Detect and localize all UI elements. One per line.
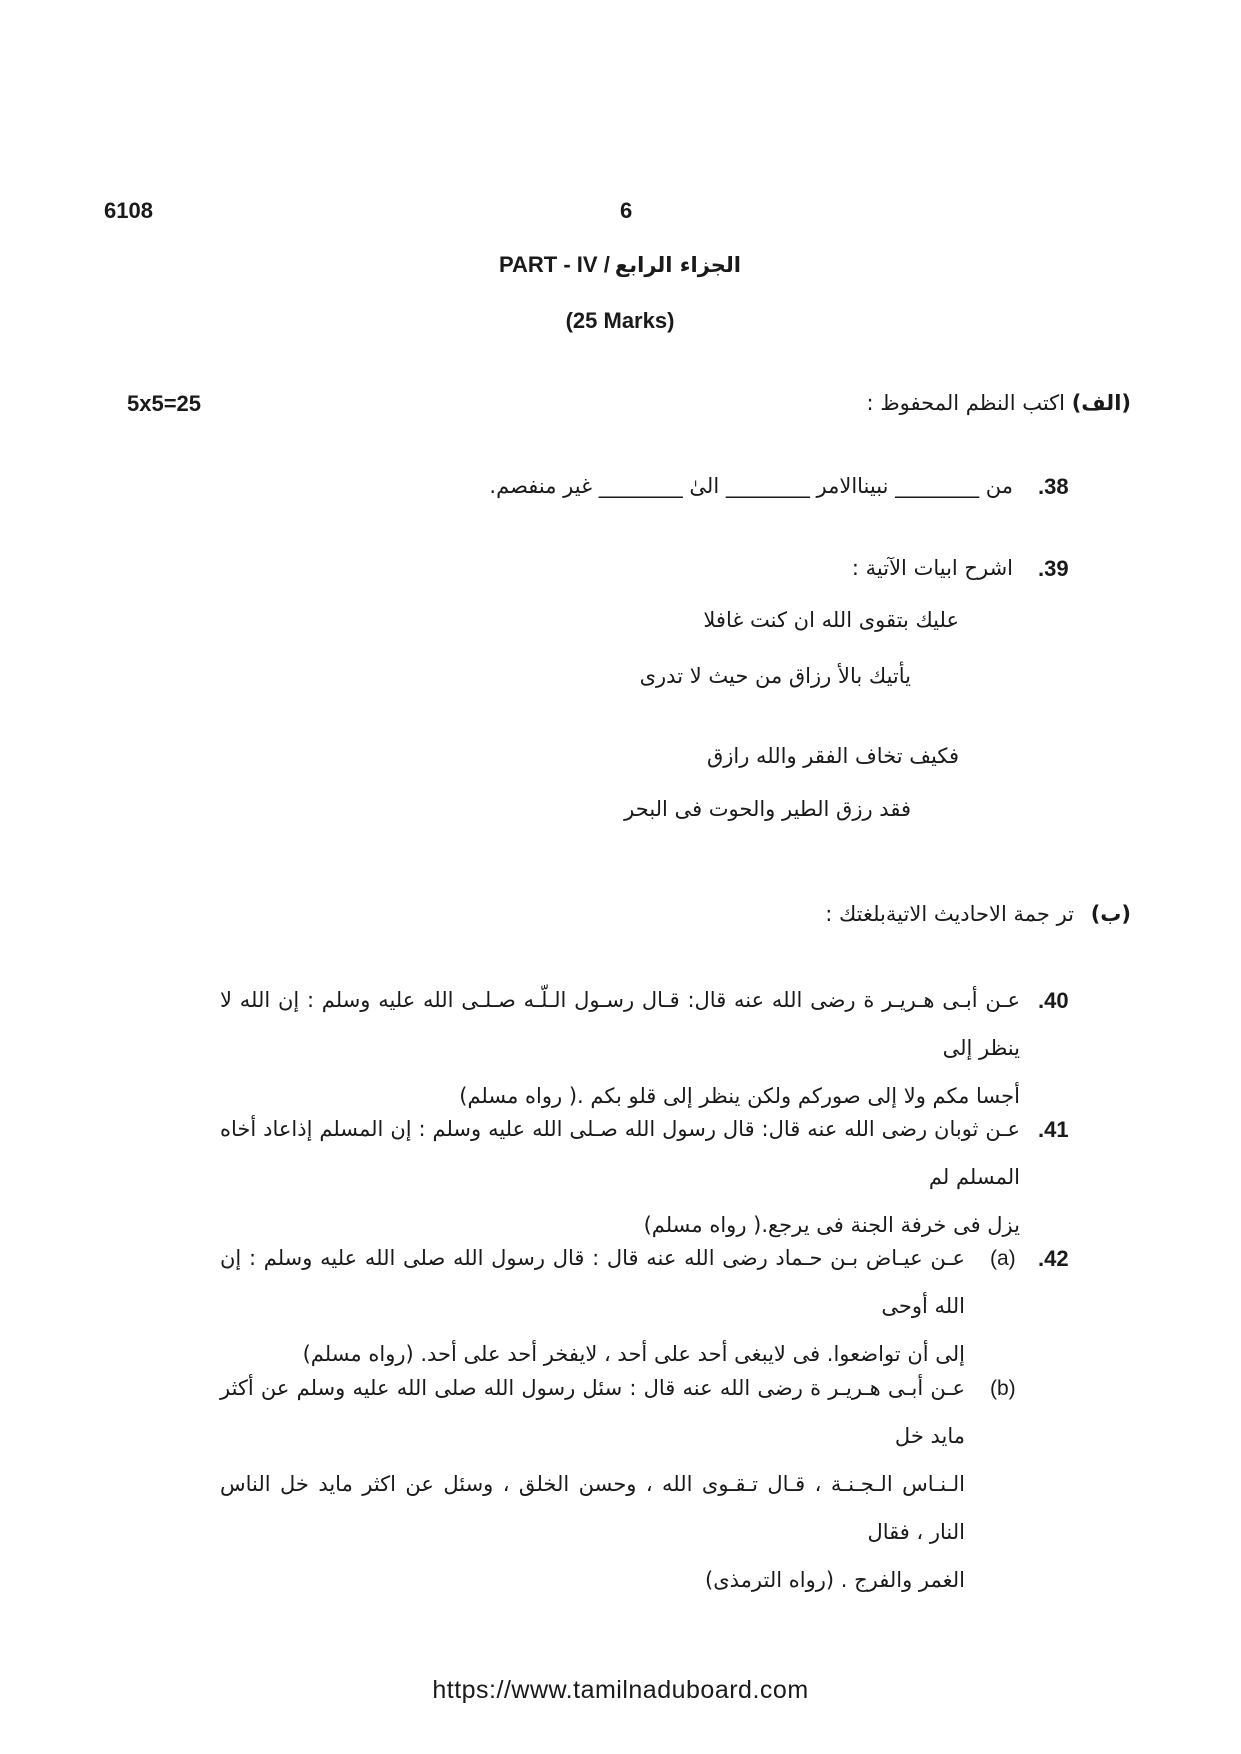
verse-line-3: فكيف تخاف الفقر والله رازق [706, 744, 959, 768]
question-42b-label: (b) [990, 1377, 1016, 1400]
question-42a-line-2: إلى أن تواضعوا. فى لايبغى أحد على أحد ، لايفخر أحد على أحد. (رواه مسلم) [302, 1342, 965, 1366]
question-38-number: .38 [1038, 474, 1069, 499]
paper-code: 6108 [104, 198, 153, 223]
question-38-text: من ________ نبيناالامر ________ الىٰ ________ غير منفصم. [489, 474, 1013, 498]
question-39-number: .39 [1038, 556, 1069, 581]
question-42b-line-1: عـن أبـى هـريـر ة رضى الله عنه قال : سئل رسول الله صلى الله عليه وسلم عن أكثر مايد خل [220, 1376, 965, 1448]
section-a-instruction: اكتب النظم المحفوظ : [866, 391, 1066, 415]
verse-line-4: فقد رزق الطير والحوت فى البحر [624, 797, 911, 821]
question-42-number: .42 [1038, 1246, 1069, 1271]
question-42b-line-2: الـنـاس الـجـنـة ، قـال تـقـوى الله ، وحسن الخلق ، وسئل عن اكثر مايد خل الناس النار ، فقال [220, 1472, 965, 1544]
question-39-instruction: اشرح ابيات الآتية : [851, 556, 1013, 580]
verse-line-2: يأتيك بالأ رزاق من حيث لا تدرى [639, 664, 911, 688]
question-40-line-1: عـن أبـى هـريـر ة رضى الله عنه قال: قـال رسـول الـلّـه صـلـى الله عليه وسلم : إن الله لا ينظر إلى [220, 988, 1020, 1060]
section-b-label: (ب) [1090, 902, 1131, 926]
part-title-arabic: الجزاء الرابع [614, 253, 742, 277]
section-b-instruction: تر جمة الاحاديث الاتيةبلغتك : [825, 902, 1074, 926]
section-b-heading [825, 902, 1131, 926]
question-41-number: .41 [1038, 1117, 1069, 1142]
question-42a-text [220, 1234, 965, 1378]
part-title-english: PART - IV / [498, 252, 610, 277]
question-41-line-1: عـن ثوبان رضى الله عنه قال: قال رسول الله صـلى الله عليه وسلم : إن المسلم إذاعاد أخاه المسلم لم [220, 1117, 1020, 1189]
page-number: 6 [620, 198, 633, 223]
verse-line-1: عليك بتقوى الله ان كنت غافلا [703, 608, 959, 632]
part-title [400, 252, 840, 278]
question-40-number: .40 [1038, 988, 1069, 1013]
question-42b-text [220, 1364, 965, 1604]
section-a-marks: 5x5=25 [127, 391, 202, 416]
question-40-text [220, 976, 1020, 1120]
section-a-heading [867, 391, 1131, 415]
question-41-line-2: يزل فى خرفة الجنة فى يرجع.( رواه مسلم) [643, 1213, 1020, 1237]
question-41-text [220, 1105, 1020, 1249]
question-40-line-2: أجسا مكم ولا إلى صوركم ولكن ينظر إلى قلو بكم .( رواه مسلم) [459, 1084, 1020, 1108]
section-a-label: (الف) [1071, 391, 1131, 415]
question-42a-label: (a) [990, 1247, 1016, 1270]
total-marks: (25 Marks) [565, 308, 675, 333]
footer-url[interactable]: https://www.tamilnaduboard.com [432, 1676, 809, 1704]
question-42b-line-3: الغمر والفرج . (رواه الترمذى) [705, 1568, 965, 1592]
question-42a-line-1: عـن عيـاض بـن حـماد رضى الله عنه قال : قال رسول الله صلى الله عليه وسلم : إن الله أوحى [220, 1246, 965, 1318]
